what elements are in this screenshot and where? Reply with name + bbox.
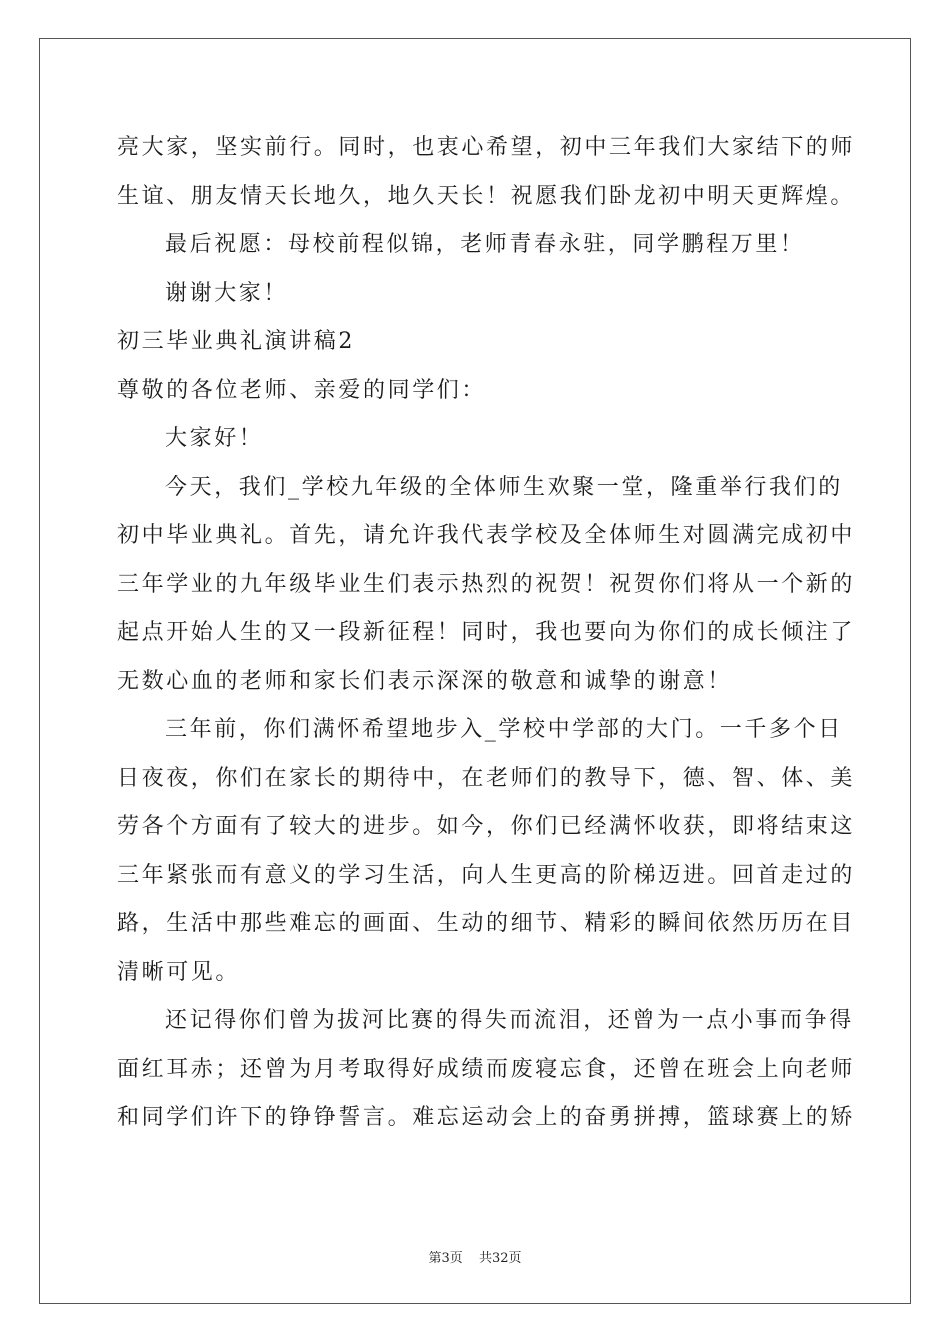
text-line: 最后祝愿：母校前程似锦，老师青春永驻，同学鹏程万里！ bbox=[165, 232, 805, 257]
text-line: 初三毕业典礼演讲稿2 bbox=[117, 329, 355, 354]
text-line: 初中毕业典礼。首先，请允许我代表学校及全体师生对圆满完成初中 bbox=[117, 523, 856, 548]
text-line: 路，生活中那些难忘的画面、生动的细节、精彩的瞬间依然历历在目 bbox=[117, 911, 856, 936]
text-line: 生谊、朋友情天长地久，地久天长！祝愿我们卧龙初中明天更辉煌。 bbox=[117, 183, 856, 209]
text-line: 三年学业的九年级毕业生们表示热烈的祝贺！祝贺你们将从一个新的 bbox=[117, 571, 856, 597]
paragraph bbox=[117, 367, 833, 416]
paragraph bbox=[117, 270, 833, 319]
document-body bbox=[117, 124, 856, 1143]
paragraph bbox=[117, 464, 856, 707]
text-line: 大家好！ bbox=[165, 426, 264, 451]
paragraph bbox=[117, 415, 833, 464]
paragraph bbox=[117, 124, 856, 221]
text-line: 还记得你们曾为拔河比赛的得失而流泪，还曾为一点小事而争得 bbox=[165, 1008, 854, 1033]
text-line: 尊敬的各位老师、亲爱的同学们： bbox=[117, 377, 487, 403]
text-line: 谢谢大家！ bbox=[165, 280, 289, 306]
paragraph bbox=[117, 221, 833, 270]
current-page-label: 第3页 bbox=[428, 1251, 463, 1266]
text-line: 和同学们许下的铮铮誓言。难忘运动会上的奋勇拼搏，篮球赛上的矫 bbox=[117, 1105, 856, 1130]
total-pages-label: 共32页 bbox=[478, 1251, 522, 1266]
paragraph bbox=[117, 706, 856, 997]
text-line: 劳各个方面有了较大的进步。如今，你们已经满怀收获，即将结束这 bbox=[117, 814, 856, 839]
text-line: 无数心血的老师和家长们表示深深的敬意和诚挚的谢意！ bbox=[117, 668, 733, 694]
paragraph bbox=[117, 997, 856, 1143]
page-footer bbox=[0, 1247, 950, 1266]
text-line: 三年紧张而有意义的学习生活，向人生更高的阶梯迈进。回首走过的 bbox=[117, 862, 856, 888]
text-line: 日夜夜，你们在家长的期待中，在老师们的教导下，德、智、体、美 bbox=[117, 765, 856, 791]
text-line: 今天，我们_学校九年级的全体师生欢聚一堂，隆重举行我们的 bbox=[165, 474, 843, 500]
text-line: 亮大家，坚实前行。同时，也衷心希望，初中三年我们大家结下的师 bbox=[117, 135, 856, 160]
text-line: 三年前，你们满怀希望地步入_学校中学部的大门。一千多个日 bbox=[165, 717, 843, 742]
text-line: 面红耳赤；还曾为月考取得好成绩而废寝忘食，还曾在班会上向老师 bbox=[117, 1056, 856, 1082]
text-line: 起点开始人生的又一段新征程！同时，我也要向为你们的成长倾注了 bbox=[117, 620, 856, 645]
text-line: 清晰可见。 bbox=[117, 959, 241, 985]
paragraph bbox=[117, 318, 833, 367]
